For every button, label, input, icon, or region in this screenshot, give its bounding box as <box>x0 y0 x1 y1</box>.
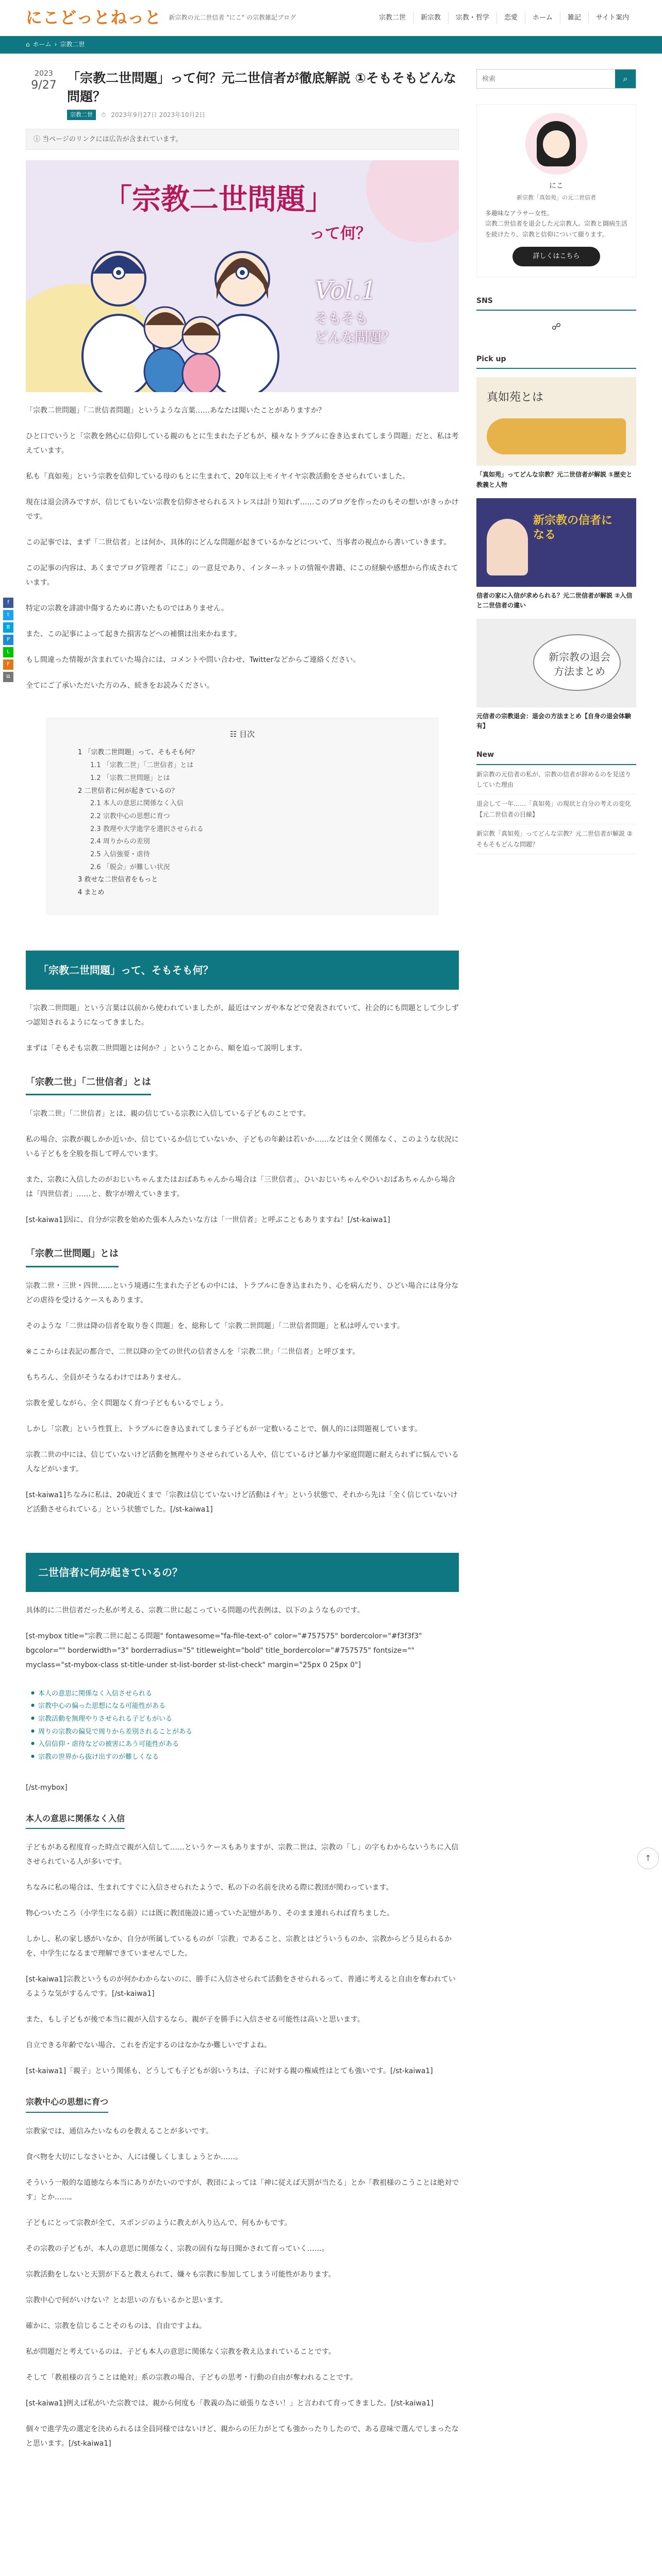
pickup-title: 信者の家に入信が求められる？元二世信者が解説 ②入信と二世信者の違い <box>476 591 633 609</box>
list-item[interactable]: ● 周りの宗教の偏見で周りから差別されることがある <box>31 1726 459 1739</box>
paragraph: 具体的に二世信者だった私が考える、宗教二世に起こっている問題の代表例は、以下のようなものです。 <box>26 1606 365 1615</box>
subsection-heading: 「宗教二世」「二世信者」とは <box>26 1074 151 1095</box>
subsection-heading: 宗教中心の思想に育つ <box>26 2095 108 2113</box>
global-nav <box>372 12 636 24</box>
nav-item-shukyo-nisei[interactable]: 宗教二世 <box>378 13 406 22</box>
paragraph: ※ここからは表記の都合で、二世以降の全ての世代の信者さんを「宗教二世」「二世信者」と呼びます。 <box>26 1347 360 1356</box>
paragraph: 宗教家では、通信みたいなものを教えることが多いです。 <box>26 2127 213 2136</box>
paragraph: 宗教中心で何がいけない？とお思いの方もいるかと思います。 <box>26 2296 227 2305</box>
pocket-share-icon[interactable]: P <box>3 635 13 645</box>
sidebar-search <box>476 69 636 89</box>
pickup-card[interactable] <box>476 619 636 731</box>
line-share-icon[interactable]: L <box>3 647 13 657</box>
section-heading: 「宗教二世問題」って、そもそも何？ <box>26 951 459 990</box>
breadcrumb-category[interactable]: 宗教二世 <box>60 41 85 48</box>
shortcode-text: [/st-mybox] <box>26 1783 68 1792</box>
paragraph: その宗教の子どもが、本人の意思に関係なく、宗教の固有な毎日聞かされて育っていく……。 <box>26 2245 329 2253</box>
list-item[interactable]: ● 入信信仰・虐待などの被害にあう可能性がある <box>31 1738 459 1751</box>
paragraph: そういう一般的な道徳なら本当にありがたいのですが、教団によっては「神に従えば天罰が当たる」とか「教祖様のこうことは絶対です」とか……。 <box>26 2179 459 2202</box>
toc-item[interactable]: 3 救せな二世信者をもっと <box>78 876 158 884</box>
site-header <box>0 0 662 36</box>
post-date <box>26 69 62 93</box>
paragraph: 自立できる年齢でない場合、これを否定するのはなかなか難しいですよね。 <box>26 2041 271 2050</box>
toc-item[interactable]: 2 二世信者に何が起きているの？ <box>78 787 178 795</box>
list-item[interactable]: ● 宗教中心の偏った思想になる可能性がある <box>31 1700 459 1713</box>
share-bar <box>3 598 14 684</box>
new-posts-heading: New <box>476 749 636 765</box>
nav-item-zakki[interactable]: 雑記 <box>560 12 588 24</box>
profile-name: にこ <box>549 182 564 190</box>
paragraph: 食べ物を大切にしなさいとか、人には優しくしましょうとか……。 <box>26 2153 242 2162</box>
new-post-item[interactable]: 新宗教の元信者の私が、宗教の信者が辞めるのを見送りしていた理由 <box>476 765 636 795</box>
pickup-thumbnail: 真如苑とは <box>476 377 636 466</box>
toc-item[interactable]: 1 「宗教二世問題」って、そもそも何？ <box>78 749 198 757</box>
toc-item[interactable]: 2.4 周りからの差別 <box>90 838 150 846</box>
intro-paragraph: もし間違った情報が含まれていた場合には、コメントや問い合わせ、Twitterなどからご連絡ください。 <box>26 656 360 665</box>
pickup-thumbnail: 新宗教の信者になる <box>476 498 636 587</box>
category-badge[interactable]: 宗教二世 <box>67 110 96 120</box>
rss-icon[interactable]: ☍ <box>551 321 561 332</box>
intro-paragraph: 「宗教二世問題」「二世信者問題」というような言葉……あなたは聞いたことがありますか？ <box>26 406 325 415</box>
new-post-item[interactable]: 退会して一年……「真如苑」の現状と自分の考えの変化【元二世信者の目線】 <box>476 794 636 824</box>
pickup-card[interactable] <box>476 498 636 611</box>
home-icon: ⌂ <box>26 41 30 48</box>
intro-paragraph: ひと口でいうと「宗教を熱心に信仰している親のもとに生まれた子どもが、様々なトラブルに巻き込まれてしまう問題」だと、私は考えています。 <box>26 432 459 455</box>
main-content <box>26 69 459 2451</box>
pickup-card[interactable] <box>476 377 636 489</box>
shortcode-text: [st-mybox title="宗教二世に起こる問題" fontawesome="fa-file-text-o" color="#757575" bordercolor="#f3f3f3" bgcolor="" borderwidth="3" borderradius="5" titleweight="bold" title_bordercolor="#757575" fontsize="" myclass="st-mybox-class st-title-under st-list-border st-list-check" margin="25px 0 25px 0"] <box>26 1632 422 1669</box>
clock-icon: ⏱ <box>101 111 106 118</box>
toc-item[interactable]: 2.6 「脱会」が難しい状況 <box>90 863 170 871</box>
paragraph: 宗教を愛しながら、全く問題なく育つ子どももいるでしょう。 <box>26 1399 228 1408</box>
new-posts-list <box>476 765 636 854</box>
subsection-heading: 本人の意思に関係なく入信 <box>26 1811 125 1829</box>
paragraph: もちろん、全員がそうなるわけではありません。 <box>26 1373 186 1382</box>
feedly-share-icon[interactable]: F <box>3 659 13 670</box>
nav-item-home[interactable]: ホーム <box>525 12 560 24</box>
post-title: 「宗教二世問題」って何？元二世信者が徹底解説 ①そもそもどんな問題？ <box>67 71 456 105</box>
paragraph: また、もし子どもが後で本当に親が入信するなら、親が子を勝手に入信させる可能性は高いと思います。 <box>26 2015 365 2024</box>
family-illustration <box>72 227 289 392</box>
toc-item[interactable]: 2.1 本人の意思に関係なく入信 <box>90 800 184 808</box>
article-body <box>26 403 459 2451</box>
list-item[interactable]: ● 本人の意思に関係なく入信させられる <box>31 1688 459 1701</box>
pickup-title: 「真如苑」ってどんな宗教？元二世信者が解説 ①歴史と教義と人物 <box>476 471 633 488</box>
toc-item[interactable]: 1.2 「宗教二世問題」とは <box>90 774 170 782</box>
section-heading: 二世信者に何が起きているの？ <box>26 1553 459 1592</box>
paragraph: まずは「そもそも宗教二世問題とは何か？」ということから、順を追って説明します。 <box>26 1044 307 1053</box>
breadcrumb-home[interactable]: ホーム <box>32 41 52 48</box>
paragraph: 宗教活動をしないと天罰が下ると教えられて、嫌々も宗教に参加してしまう可能性があります。 <box>26 2270 336 2279</box>
paragraph: 個々で進学先の選定を決められるは全員同様ではないけど、親からの圧力がとても強かったりしたので、ある意味で選んでしまったなと思います。[/st-kaiwa1] <box>26 2425 459 2448</box>
breadcrumb: ⌂ ホーム › 宗教二世 <box>0 36 662 54</box>
toc-item[interactable]: 2.3 教理や大学進学を選択させられる <box>90 825 204 833</box>
paragraph: 確かに、宗教を信じることそのものは、自由ですよね。 <box>26 2322 206 2331</box>
eyecatch-vol-sub: そもそも どんな問題？ <box>315 311 395 346</box>
intro-paragraph: この記事の内容は、あくまでブログ管理者「にこ」の一意見であり、インターネットの情報や書籍、にこの経験や感想から作成されています。 <box>26 564 458 587</box>
paragraph: 「宗教二世問題」という言葉は以前から使われていましたが、最近はマンガや本などで発表されていて、社会的にも問題として少しずつ認知されるようになってきました。 <box>26 1004 459 1027</box>
paragraph: 子どもがある程度育った時点で親が入信して……というケースもありますが、宗教二世は、宗教の「し」の字もわからないうちに入信させられている人が多いです。 <box>26 1843 459 1867</box>
list-item[interactable]: ● 宗教活動を無理やりさせられる子どもがいる <box>31 1713 459 1726</box>
hatena-share-icon[interactable]: B <box>3 622 13 633</box>
post-monthday: 9/27 <box>31 79 57 92</box>
intro-paragraph: 全てにご了承いただいた方のみ、続きをお読みください。 <box>26 682 214 690</box>
sns-heading: SNS <box>476 295 636 311</box>
eyecatch-image <box>26 160 459 392</box>
site-logo[interactable]: にこどっとねっと <box>26 7 162 27</box>
eyecatch-title: 「宗教二世問題」 <box>103 182 334 217</box>
paragraph: ちなみに私の場合は、生まれてすぐに入信させられたようで、私の下の名前を決める際に教団が関わっています。 <box>26 1884 393 1892</box>
profile-more-button[interactable]: 詳しくはこちら <box>512 247 600 266</box>
pickup-title: 元信者の宗教退会：退会の方法まとめ【自身の退会体験有】 <box>476 713 632 730</box>
pr-notice: ⓘ 当ページのリンクには広告が含まれています。 <box>26 129 459 150</box>
eyecatch-sub: って何？ <box>309 225 371 243</box>
paragraph: 宗教二世の中には、信じていないけど活動を無理やりさせられている人や、信じているけど暴力や家庭問題に耐えられずに悩んでいる人などがいます。 <box>26 1450 459 1473</box>
paragraph: [st-kaiwa1]宗教というものが何かわからないのに、勝手に入信させられて活動をさせられるって、普通に考えると自由を奪われているような気がするんです。[/st-kaiwa1] <box>26 1975 456 1998</box>
paragraph: [st-kaiwa1]「親子」という関係も、どうしても子どもが弱いうちは、子に対する親の権威性はとても強いです。[/st-kaiwa1] <box>26 2067 433 2076</box>
post-dates: 2023年9月27日 2023年10月2日 <box>111 111 206 118</box>
sidebar <box>476 69 636 2451</box>
paragraph: 私が問題だと考えているのは、子ども本人の意思に関係なく宗教を教え込まれていることです。 <box>26 2348 336 2357</box>
paragraph: [st-kaiwa1]ちなみに私は、20歳近くまで「宗教は信じていないけど活動はイヤ」という状態で、それから先は「全く信じていないけど活動させられている」という状態でした。[/st-kaiwa1] <box>26 1490 458 1514</box>
search-input[interactable] <box>477 70 615 88</box>
paragraph: 物心ついたころ（小学生になる前）には既に教団施設に通っていた記憶があり、そのまま連れられば育ちました。 <box>26 1909 394 1918</box>
table-of-contents <box>46 718 438 914</box>
paragraph: 宗教二世・三世・四世……という境遇に生まれた子どもの中には、トラブルに巻き込まれたり、心を病んだり、ひどい場合には身分などの虐待を受けるケースもあります。 <box>26 1281 459 1304</box>
intro-paragraph: この記事では、まず「二世信者」とは何か、具体的にどんな問題が起きているかなどについて、当事者の視点から書いていきます。 <box>26 538 451 547</box>
twitter-share-icon[interactable]: t <box>3 610 13 620</box>
paragraph: 私の場合、宗教が親しかか近いか、信じているか信じていないか、子どもの年齢は若いか……などは全く関係なく、このような状況にいる子どもを全般を指して呼んでいます。 <box>26 1136 459 1159</box>
nav-item-shin-shukyo[interactable]: 新宗教 <box>413 12 448 24</box>
toc-item[interactable]: 1.1 「宗教二世」「二世信者」とは <box>90 761 194 770</box>
toc-title: ☷ 目次 <box>229 730 255 739</box>
list-item[interactable]: ● 宗教の世界から抜け出すのが難しくなる <box>31 1751 459 1764</box>
paragraph: [st-kaiwa1]例えば私がいた宗教では、親から何度も「教義の為に頑張りなさい！」と言われて育ってきました。[/st-kaiwa1] <box>26 2399 434 2408</box>
copy-link-icon[interactable]: ⧉ <box>3 672 13 682</box>
intro-paragraph: 私も「真如苑」という宗教を信仰している母のもとに生まれて、20年以上モイヤイヤ宗教活動をさせられていました。 <box>26 472 410 481</box>
nav-item-renai[interactable]: 恋愛 <box>496 12 525 24</box>
paragraph: そのような「二世は降の信者を取り巻く問題」を、総称して「宗教二世問題」「二世信者問題」と私は呼んでいます。 <box>26 1321 404 1330</box>
intro-paragraph: 特定の宗教を誹謗中傷するために書いたものではありません。 <box>26 604 228 613</box>
eyecatch-vol: Vol.1 <box>315 276 377 306</box>
facebook-share-icon[interactable]: f <box>3 598 13 608</box>
intro-paragraph: また、この記事によって起きた損害などへの補償は出来かねます。 <box>26 630 242 639</box>
profile-card <box>476 104 636 277</box>
paragraph: しかし「宗教」という性質上、トラブルに巻き込まれてしまう子どもが一定数いることで、個人的には問題視しています。 <box>26 1425 422 1433</box>
paragraph: しかし、私の家し感がいなか、自分が所属しているものが「宗教」であること、宗教とはどういうものか、宗教からどう見られるかを、中学生になるまで理解できていませんでした。 <box>26 1935 452 1958</box>
profile-role: 新宗教「真如苑」の元二世信者 <box>517 194 596 201</box>
pickup-thumbnail: 新宗教の退会方法まとめ <box>476 619 636 707</box>
nav-item-site-info[interactable]: サイト案内 <box>588 12 636 24</box>
post-year: 2023 <box>35 70 53 78</box>
toc-item[interactable]: 4 まとめ <box>78 889 105 897</box>
scroll-to-top-button[interactable]: ↑ <box>637 1848 659 1869</box>
new-post-item[interactable]: 新宗教「真如苑」ってどんな宗教？元二世信者が解説 ②そもそもどんな問題？ <box>476 824 636 854</box>
toc-item[interactable]: 2.2 宗教中心の思想に育つ <box>90 812 170 820</box>
avatar <box>525 113 587 175</box>
subsection-heading: 「宗教二世問題」とは <box>26 1246 119 1267</box>
nav-item-tetsugaku[interactable]: 宗教・哲学 <box>448 12 496 24</box>
paragraph: [st-kaiwa1]因に、自分が宗教を始めた張本人みたいな方は「一世信者」と呼ぶこともありますね！[/st-kaiwa1] <box>26 1216 390 1225</box>
paragraph: また、宗教に入信したのがおじいちゃんまたはおばあちゃんから場合は「三世信者」、ひいおじいちゃんやひいおばあちゃんから場合は「四世信者」……と、数字が増えていきます。 <box>26 1176 455 1199</box>
profile-description: 多趣味なアラサー女性。 宗教二世信者を退会した元宗教人。宗教と闘病生活を続けたり、宗教と信仰について綴ります。 <box>485 209 628 238</box>
problem-list <box>26 1683 459 1769</box>
paragraph: そして「教祖様の言うことは絶対」系の宗教の場合、子どもの思考・行動の自由が奪われることです。 <box>26 2374 357 2382</box>
info-icon: ⓘ <box>34 135 43 144</box>
search-icon[interactable]: ⌕ <box>615 70 636 88</box>
pickup-heading: Pick up <box>476 353 636 369</box>
site-tagline: 新宗教の元二世信者 "にこ" の宗教雑記ブログ <box>169 13 296 21</box>
toc-item[interactable]: 2.5 入信強要・虐待 <box>90 850 150 858</box>
paragraph: 「宗教二世」「二世信者」とは、親の信じている宗教に入信している子どものことです。 <box>26 1110 310 1118</box>
intro-paragraph: 現在は退会済みですが、信じてもいない宗教を信仰させられるストレスは計り知れず……このブログを作ったのもその想いがきっかけです。 <box>26 498 459 521</box>
paragraph: 子どもにとって宗教が全て、スポンジのように教えが入り込んで、何もかもです。 <box>26 2219 292 2228</box>
